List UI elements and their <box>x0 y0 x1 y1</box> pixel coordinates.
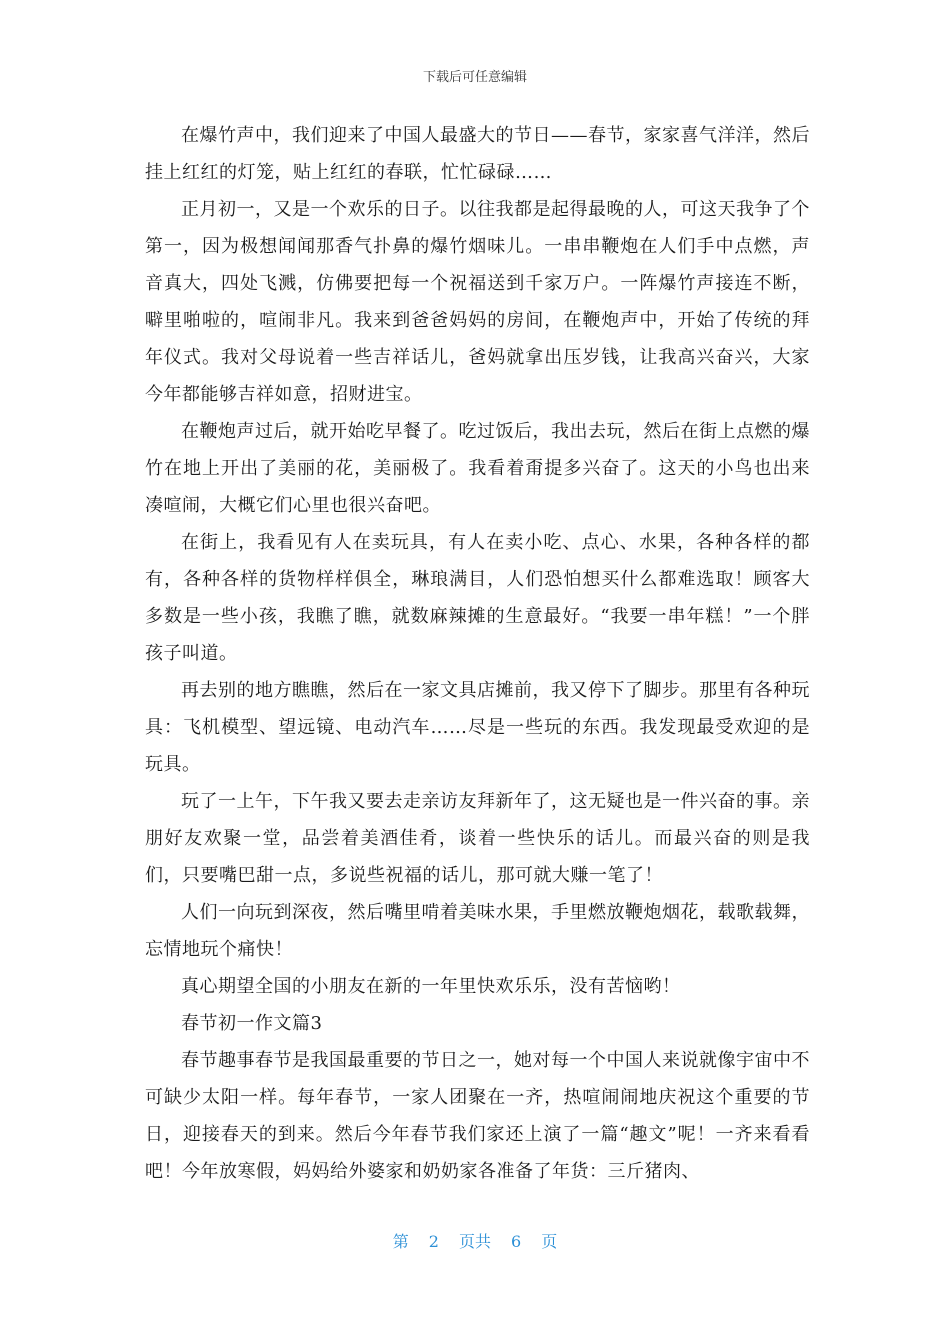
page-label-suffix: 页 <box>541 1232 558 1251</box>
page-number: 2 <box>428 1232 439 1251</box>
page-footer <box>0 1229 950 1252</box>
paragraph: 在鞭炮声过后，就开始吃早餐了。吃过饭后，我出去玩，然后在街上点燃的爆竹在地上开出了美丽的花，美丽极了。我看着甭提多兴奋了。这天的小鸟也出来凑喧闹，大概它们心里也很兴奋吧。 <box>145 421 810 516</box>
page-label-prefix: 第 <box>392 1232 409 1251</box>
paragraph: 在街上，我看见有人在卖玩具，有人在卖小吃、点心、水果，各种各样的都有，各种各样的货物样样俱全，琳琅满目，人们恐怕想买什么都难选取！顾客大多数是一些小孩，我瞧了瞧，就数麻辣摊的生意最好。“我要一串年糕！”一个胖孩子叫道。 <box>145 532 810 664</box>
paragraph: 再去别的地方瞧瞧，然后在一家文具店摊前，我又停下了脚步。那里有各种玩具：飞机模型、望远镜、电动汽车……尽是一些玩的东西。我发现最受欢迎的是玩具。 <box>145 680 810 775</box>
paragraph: 真心期望全国的小朋友在新的一年里快欢乐乐，没有苦恼哟！ <box>181 976 681 997</box>
paragraph: 正月初一，又是一个欢乐的日子。以往我都是起得最晚的人，可这天我争了个第一，因为极想闻闻那香气扑鼻的爆竹烟味儿。一串串鞭炮在人们手中点燃，声音真大，四处飞溅，仿佛要把每一个祝福送到千家万户。一阵爆竹声接连不断，噼里啪啦的，喧闹非凡。我来到爸爸妈妈的房间，在鞭炮声中，开始了传统的拜年仪式。我对父母说着一些吉祥话儿，爸妈就拿出压岁钱，让我高兴奋兴，大家今年都能够吉祥如意，招财进宝。 <box>145 199 810 405</box>
paragraph: 春节趣事春节是我国最重要的节日之一，她对每一个中国人来说就像宇宙中不可缺少太阳一样。每年春节，一家人团聚在一齐，热喧闹闹地庆祝这个重要的节日，迎接春天的到来。然后今年春节我们家还上演了一篇“趣文”呢！一齐来看看吧！今年放寒假，妈妈给外婆家和奶奶家各准备了年货：三斤猪肉、 <box>145 1050 810 1182</box>
document-body <box>145 117 810 1190</box>
section-title: 春节初一作文篇3 <box>181 1013 323 1034</box>
paragraph: 在爆竹声中，我们迎来了中国人最盛大的节日——春节，家家喜气洋洋，然后挂上红红的灯笼，贴上红红的春联，忙忙碌碌…… <box>145 125 810 183</box>
paragraph: 玩了一上午，下午我又要去走亲访友拜新年了，这无疑也是一件兴奋的事。亲朋好友欢聚一堂，品尝着美酒佳肴，谈着一些快乐的话儿。而最兴奋的则是我们，只要嘴巴甜一点，多说些祝福的话儿，那可就大赚一笔了！ <box>145 791 810 886</box>
paragraph: 人们一向玩到深夜，然后嘴里啃着美味水果，手里燃放鞭炮烟花，载歌载舞，忘情地玩个痛快！ <box>145 902 810 960</box>
page-header: 下载后可任意编辑 <box>422 70 527 85</box>
total-pages: 6 <box>511 1232 522 1251</box>
page-label-middle: 页共 <box>458 1232 491 1251</box>
